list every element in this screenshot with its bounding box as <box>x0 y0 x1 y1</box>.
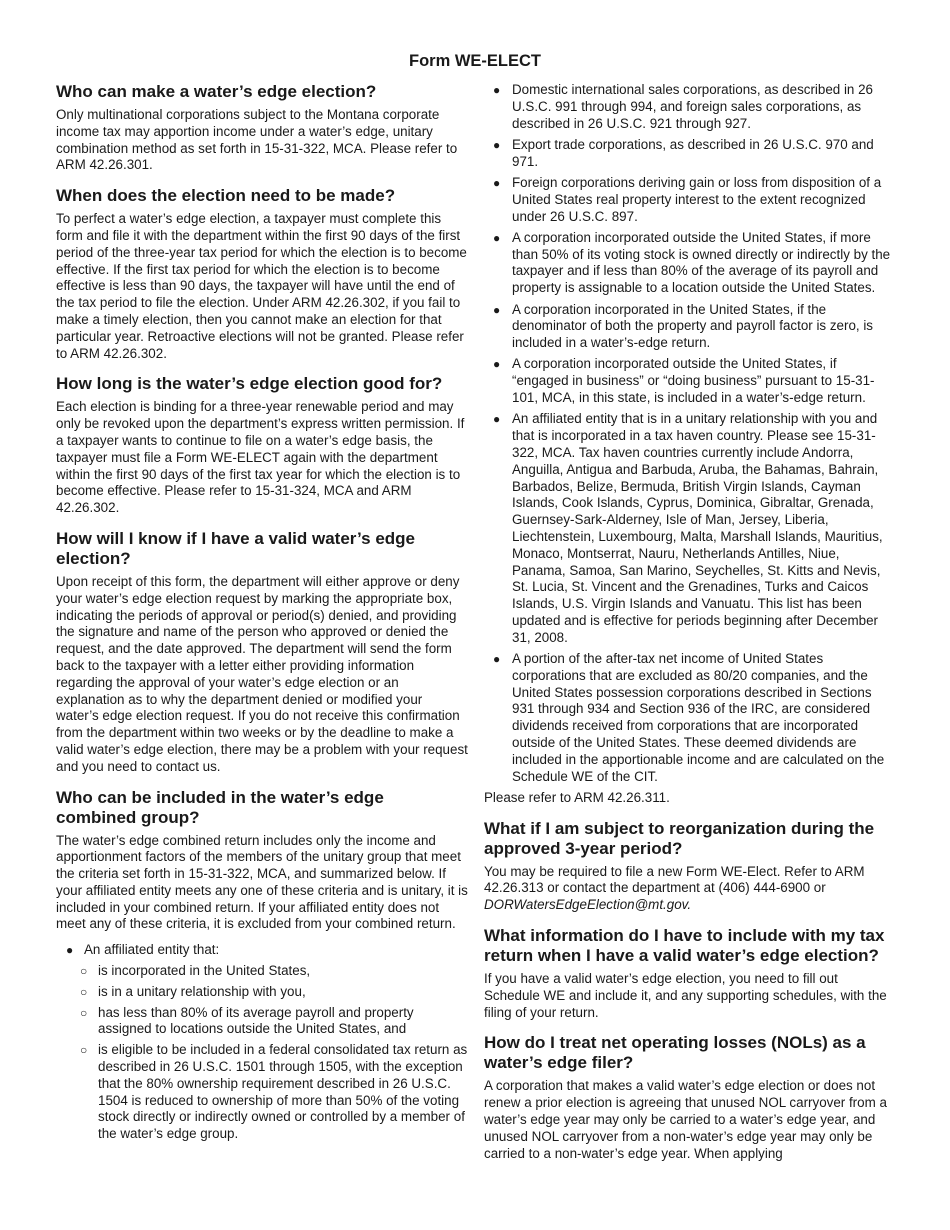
section-body-reorganization <box>484 864 896 914</box>
right-column <box>484 82 896 1174</box>
section-heading-when-election: When does the election need to be made? <box>56 186 396 206</box>
section-heading-valid-election: How will I know if I have a valid water’s edge election? <box>56 528 415 568</box>
bullet-icon: ● <box>493 412 501 427</box>
criteria-list <box>484 82 896 785</box>
section-heading-who-can-elect: Who can make a water’s edge election? <box>56 82 377 101</box>
section-heading-tax-return-info: What information do I have to include with my tax return when I have a valid water’s edge election? <box>484 926 885 966</box>
section-heading-combined-group: Who can be included in the water’s edge combined group? <box>56 787 384 827</box>
list-item-text: is in a unitary relationship with you, <box>98 983 306 999</box>
list-item-text: A portion of the after-tax net income of United States corporations that are excluded as 80/20 companies, and the United States possession corporations described in Sections 931 through 934 and Section 936 of the IRC, are considered dividends received from corporations that are incorporated outside of the United States. These deemed dividends are included in the apportionable income and are calculated on the Schedule WE of the CIT. <box>512 651 885 784</box>
section-heading-reorganization: What if I am subject to reorganization during the approved 3-year period? <box>484 818 875 858</box>
list-item <box>484 175 896 225</box>
list-item <box>484 411 896 646</box>
circle-bullet-icon: ○ <box>80 1005 88 1020</box>
section-body-tax-return-info: If you have a valid water’s edge election, you need to fill out Schedule WE and include it, and any supporting schedules, with the filing of your return. <box>484 971 887 1020</box>
refer-note: Please refer to ARM 42.26.311. <box>484 789 670 805</box>
list-item-text: Foreign corporations deriving gain or loss from disposition of a United States real property interest to the extent recognized under 26 U.S.C. 897. <box>512 174 882 224</box>
bullet-icon: ● <box>493 357 501 372</box>
affiliated-entity-list <box>56 942 468 1143</box>
bullet-icon: ● <box>66 943 74 958</box>
bullet-icon: ● <box>493 137 501 152</box>
left-column <box>56 82 468 1147</box>
reorganization-text: You may be required to file a new Form WE-Elect. Refer to ARM 42.26.313 or contact the department at (406) 444-6900 or <box>484 863 865 896</box>
list-item <box>56 1005 468 1039</box>
circle-bullet-icon: ○ <box>80 984 88 999</box>
list-item <box>484 302 896 352</box>
section-heading-how-long: How long is the water’s edge election good for? <box>56 374 443 394</box>
list-item-text: Export trade corporations, as described in 26 U.S.C. 970 and 971. <box>512 136 874 169</box>
section-body-combined-group: The water’s edge combined return includes only the income and apportionment factors of the members of the unitary group that meet the criteria set forth in 15-31-322, MCA, and summarized below. If your affiliated entity meets any one of these criteria and is unitary, it is included in your combined return. If your affiliated entity does not meet any of these criteria, it is excluded from your combined return. <box>56 832 468 932</box>
list-item-text: has less than 80% of its average payroll and property assigned to locations outside the United States, and <box>98 1004 414 1037</box>
circle-bullet-icon: ○ <box>80 1043 88 1058</box>
list-item <box>484 137 896 171</box>
list-item-text: An affiliated entity that is in a unitary relationship with you and that is incorporated in a tax haven country. Please see 15-31-322, MCA. Tax haven countries currently include Andorra, Anguilla, Antigua and Barbuda, Aruba, the Bahamas, Bahrain, Barbados, Belize, Bermuda, British Virgin Islands, Cayman Islands, Cook Islands, Cyprus, Dominica, Gibraltar, Grenada, Guernsey-Sark-Alderney, Isle of Man, Jersey, Liberia, Liechtenstein, Luxembourg, Malta, Marshall Islands, Mauritius, Monaco, Montserrat, Nauru, Netherlands Antilles, Niue, Panama, Samoa, San Marino, Seychelles, St. Kitts and Nevis, St. Lucia, St. Vincent and the Grenadines, Turks and Caicos Islands, U.S. Virgin Islands and Vanuatu. This list has been updated and is effective for periods beginning after December 31, 2008. <box>512 411 883 645</box>
section-body-valid-election: Upon receipt of this form, the department will either approve or deny your water’s edge election request by marking the appropriate box, indicating the periods of approval or period(s) denied, and providing the signature and name of the person who approved or denied the request, and the date approved. The department will send the form back to the taxpayer with a letter either providing information regarding the approval of your water’s edge election or an explanation as to why the department denied or modified your water’s edge election request. If you do not receive this confirmation from the department within two weeks or by the deadline to make a valid water’s edge election, there may be a problem with your request and you need to contact us. <box>56 573 468 774</box>
form-title: Form WE-ELECT <box>409 52 541 70</box>
section-body-nol: A corporation that makes a valid water’s edge election or does not renew a prior election is agreeing that unused NOL carryover from a water’s edge year may only be carried to a water’s edge year, and unused NOL carryover from a non-water’s edge year may only be carried to a non-water’s edge year. When applying <box>484 1078 887 1161</box>
bullet-icon: ● <box>493 175 501 190</box>
list-item-text: is eligible to be included in a federal consolidated tax return as described in 26 U.S.C. 1501 through 1505, with the exception that the 80% ownership requirement described in 26 U.S.C. 1504 is reduced to ownership of more than 50% of the voting stock directly or indirectly owned or controlled by a member of the water’s edge group. <box>98 1042 468 1142</box>
circle-bullet-icon: ○ <box>80 964 88 979</box>
list-item-text: is incorporated in the United States, <box>98 963 311 979</box>
list-item-text: An affiliated entity that: <box>84 942 220 958</box>
list-item <box>484 356 896 406</box>
bullet-icon: ● <box>493 83 501 97</box>
bullet-icon: ● <box>493 652 501 666</box>
list-item <box>56 1042 468 1143</box>
list-item-text: A corporation incorporated in the United States, if the denominator of both the property and payroll factor is zero, is included in a water’s-edge return. <box>512 301 873 351</box>
section-heading-nol: How do I treat net operating losses (NOLs) as a water’s edge filer? <box>484 1033 866 1073</box>
list-item-text: A corporation incorporated outside the United States, if “engaged in business” or “doing business” pursuant to 15-31-101, MCA, in this state, is included in a water’s-edge return. <box>512 356 875 406</box>
section-body-how-long: Each election is binding for a three-year renewable period and may only be revoked upon the department’s express written permission. If a taxpayer wants to continue to file on a water’s edge basis, the taxpayer must file a Form WE-ELECT again with the department within the first 90 days of the first tax year for which the election is to become effective. Please refer to 15-31-324, MCA and ARM 42.26.302. <box>56 399 465 516</box>
list-item <box>56 942 468 959</box>
list-item <box>484 230 896 297</box>
list-item <box>56 984 468 1001</box>
list-item <box>484 651 896 785</box>
list-item-text: Domestic international sales corporations, as described in 26 U.S.C. 991 through 994, and foreign sales corporations, as described in 26 U.S.C. 921 through 927. <box>512 82 873 131</box>
contact-email-link[interactable]: DORWatersEdgeElection@mt.gov. <box>484 897 692 913</box>
list-item <box>484 82 896 132</box>
bullet-icon: ● <box>493 230 501 245</box>
list-item <box>56 963 468 980</box>
section-body-when-election: To perfect a water’s edge election, a taxpayer must complete this form and file it with the department within the first 90 days of the first period of the three-year tax period for which the election is to become effective. If the first tax period for which the election is to become effective is less than 90 days, the taxpayer will have until the end of the tax period to file the election. Under ARM 42.26.302, if you fail to make a timely election, then you cannot make an election for that particular year. Retroactive elections will not be granted. Please refer to ARM 42.26.302. <box>56 211 467 361</box>
section-body-who-can-elect: Only multinational corporations subject to the Montana corporate income tax may apportion income under a water’s edge, unitary combination method as set forth in 15-31-322, MCA. Please refer to ARM 42.26.301. <box>56 107 458 173</box>
bullet-icon: ● <box>493 302 501 317</box>
list-item-text: A corporation incorporated outside the United States, if more than 50% of its voting stock is owned directly or indirectly by the taxpayer and if less than 80% of the average of its payroll and property is assignable to a location outside the United States. <box>512 229 891 296</box>
